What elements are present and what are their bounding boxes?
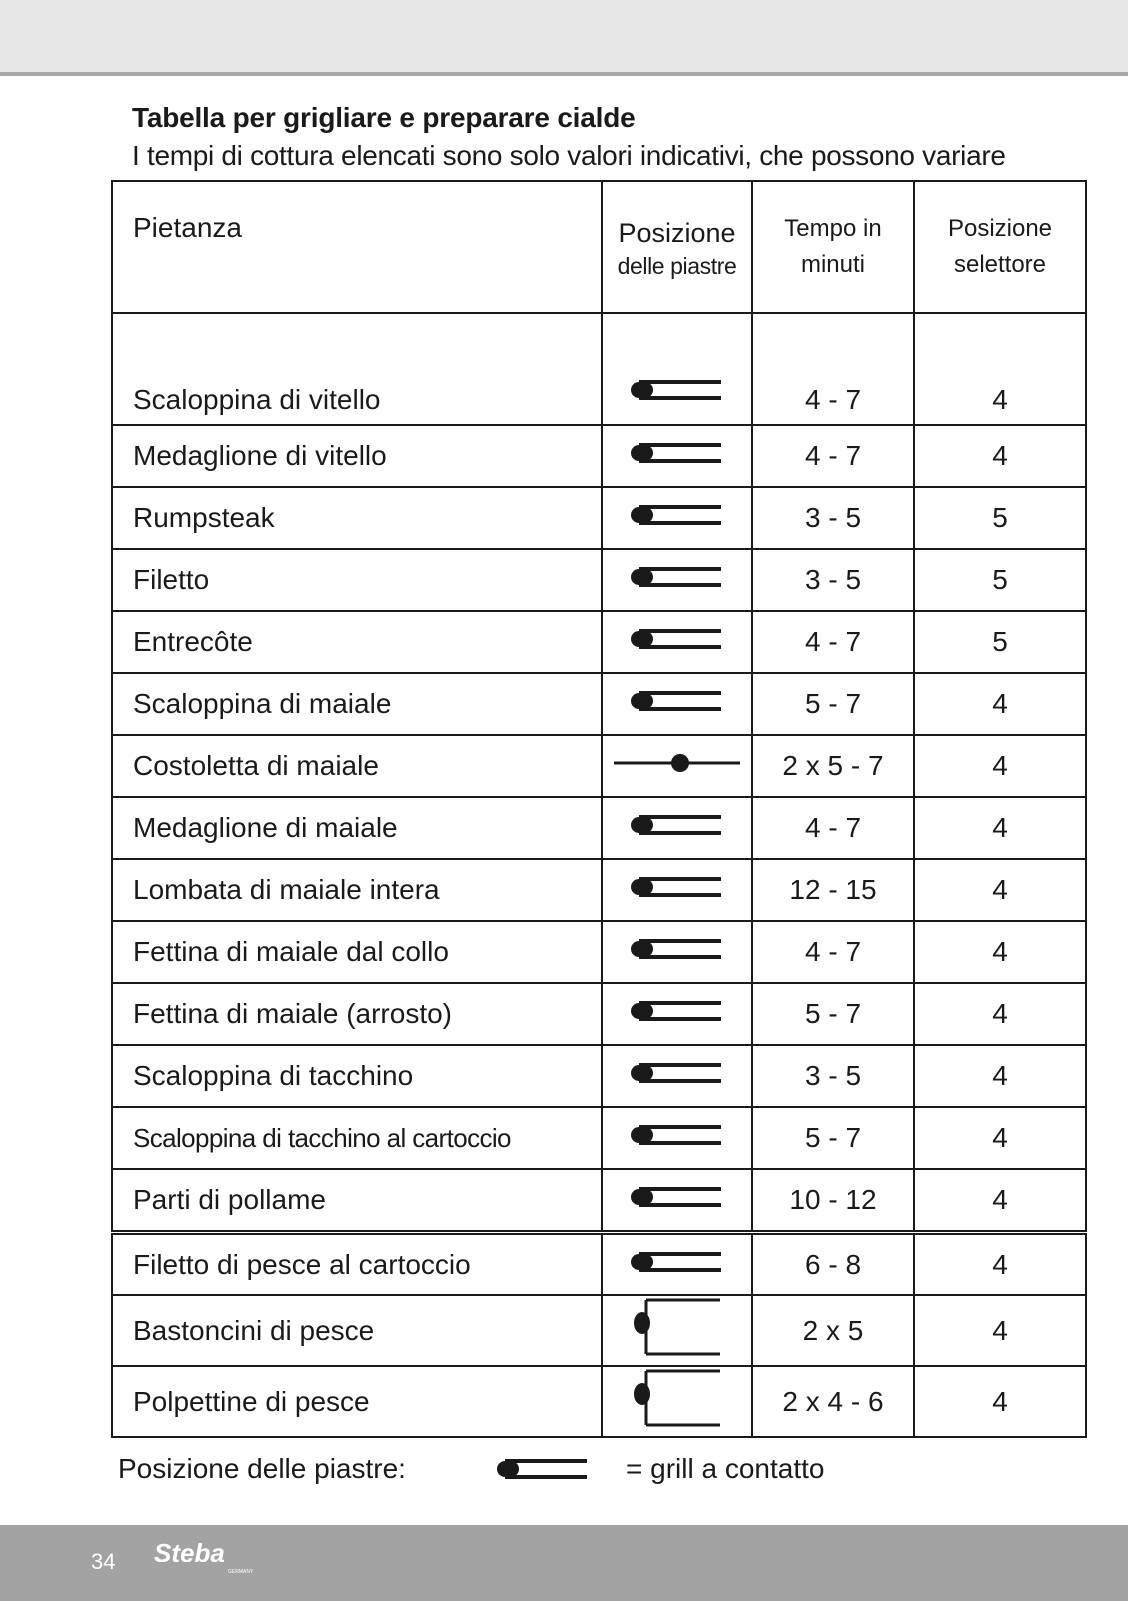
table-row — [112, 425, 1086, 487]
table-row — [112, 673, 1086, 735]
dish-name: Entrecôte — [112, 611, 602, 673]
cooking-time: 10 - 12 — [752, 1169, 914, 1231]
fish-table — [111, 1233, 1087, 1438]
grilling-table-body — [112, 181, 1086, 1231]
plate-position-cell — [602, 1045, 752, 1107]
open-plates-icon — [632, 1367, 722, 1436]
cooking-time: 4 - 7 — [752, 425, 914, 487]
dish-name: Scaloppina di tacchino — [112, 1045, 602, 1107]
table-row — [112, 611, 1086, 673]
table-row — [112, 549, 1086, 611]
selector-position: 4 — [914, 425, 1086, 487]
header-selector — [914, 181, 1086, 313]
dish-name: Scaloppina di vitello — [112, 313, 602, 425]
selector-position: 5 — [914, 611, 1086, 673]
contact-grill-icon — [631, 1122, 723, 1155]
plate-position-cell — [602, 983, 752, 1045]
table-row — [112, 313, 1086, 425]
plate-position-cell — [602, 313, 752, 425]
table-row — [112, 1045, 1086, 1107]
table-row — [112, 1169, 1086, 1231]
page-title: Tabella per grigliare e preparare cialde — [132, 102, 636, 133]
cooking-time: 5 - 7 — [752, 983, 914, 1045]
cooking-time: 3 - 5 — [752, 1045, 914, 1107]
selector-position: 5 — [914, 487, 1086, 549]
contact-grill-icon — [497, 1456, 589, 1487]
cooking-time: 2 x 5 - 7 — [752, 735, 914, 797]
selector-position: 4 — [914, 673, 1086, 735]
contact-grill-icon — [631, 812, 723, 845]
dish-name: Scaloppina di tacchino al cartoccio — [112, 1107, 602, 1169]
dish-name: Lombata di maiale intera — [112, 859, 602, 921]
table-row — [112, 735, 1086, 797]
header-selector-line2: selettore — [953, 251, 1047, 278]
contact-grill-icon — [631, 874, 723, 907]
cooking-time: 2 x 4 - 6 — [752, 1366, 914, 1437]
dish-name: Medaglione di maiale — [112, 797, 602, 859]
legend-label: Posizione delle piastre: — [118, 1453, 406, 1484]
dish-name: Rumpsteak — [112, 487, 602, 549]
cooking-time: 3 - 5 — [752, 549, 914, 611]
legend-text: = grill a contatto — [626, 1453, 825, 1484]
header-plate-position-line2: delle piastre — [617, 253, 737, 279]
table-row — [112, 1366, 1086, 1437]
cooking-time: 3 - 5 — [752, 487, 914, 549]
cooking-time: 4 - 7 — [752, 797, 914, 859]
selector-position: 4 — [914, 1234, 1086, 1295]
dish-name: Costoletta di maiale — [112, 735, 602, 797]
top-band — [0, 0, 1128, 76]
selector-position: 4 — [914, 797, 1086, 859]
header-plate-position-line1: Posizione — [618, 218, 736, 248]
table-row — [112, 797, 1086, 859]
contact-grill-icon — [631, 1060, 723, 1093]
cooking-time: 4 - 7 — [752, 611, 914, 673]
cooking-time: 5 - 7 — [752, 673, 914, 735]
header-plate-position — [602, 181, 752, 313]
selector-position: 4 — [914, 859, 1086, 921]
plate-position-cell — [602, 1295, 752, 1366]
table-row — [112, 1107, 1086, 1169]
cooking-time: 12 - 15 — [752, 859, 914, 921]
fish-table-body — [112, 1234, 1086, 1437]
table-row — [112, 921, 1086, 983]
plate-position-cell — [602, 1107, 752, 1169]
open-flat-grill-icon — [612, 750, 742, 783]
logo-wordmark: Steba — [154, 1542, 225, 1568]
selector-position: 4 — [914, 735, 1086, 797]
header-time — [752, 181, 914, 313]
dish-name: Polpettine di pesce — [112, 1366, 602, 1437]
cooking-time: 5 - 7 — [752, 1107, 914, 1169]
page-number: 34 — [91, 1549, 116, 1574]
contact-grill-icon — [631, 1249, 723, 1282]
page-footer — [0, 1525, 1128, 1601]
selector-position: 5 — [914, 549, 1086, 611]
plate-position-cell — [602, 859, 752, 921]
dish-name: Medaglione di vitello — [112, 425, 602, 487]
dish-name: Fettina di maiale (arrosto) — [112, 983, 602, 1045]
open-plates-icon — [632, 1296, 722, 1365]
contact-grill-icon — [631, 440, 723, 473]
contact-grill-icon — [631, 688, 723, 721]
header-time-line2: minuti — [800, 251, 866, 278]
cooking-time: 6 - 8 — [752, 1234, 914, 1295]
page-subtitle: I tempi di cottura elencati sono solo valori indicativi, che possono variare — [132, 140, 1006, 171]
table-row — [112, 487, 1086, 549]
plate-position-cell — [602, 1366, 752, 1437]
selector-position: 4 — [914, 1169, 1086, 1231]
cooking-time: 4 - 7 — [752, 921, 914, 983]
dish-name: Fettina di maiale dal collo — [112, 921, 602, 983]
selector-position: 4 — [914, 1366, 1086, 1437]
table-row — [112, 1234, 1086, 1295]
table-row — [112, 859, 1086, 921]
plate-position-cell — [602, 735, 752, 797]
selector-position: 4 — [914, 921, 1086, 983]
selector-position: 4 — [914, 1295, 1086, 1366]
plate-position-cell — [602, 487, 752, 549]
cooking-time: 2 x 5 — [752, 1295, 914, 1366]
selector-position: 4 — [914, 983, 1086, 1045]
plate-position-cell — [602, 549, 752, 611]
header-dish: Pietanza — [112, 181, 602, 313]
plate-position-cell — [602, 673, 752, 735]
plate-position-cell — [602, 921, 752, 983]
dish-name: Bastoncini di pesce — [112, 1295, 602, 1366]
contact-grill-icon — [631, 998, 723, 1031]
header-time-line1: Tempo in — [784, 215, 882, 242]
table-row — [112, 1295, 1086, 1366]
grilling-table — [111, 180, 1087, 1232]
dish-name: Parti di pollame — [112, 1169, 602, 1231]
plate-position-cell — [602, 1169, 752, 1231]
plate-position-cell — [602, 1234, 752, 1295]
contact-grill-icon — [631, 564, 723, 597]
logo-subtext: GERMANY — [228, 1569, 254, 1575]
dish-name: Filetto di pesce al cartoccio — [112, 1234, 602, 1295]
table-row — [112, 983, 1086, 1045]
selector-position: 4 — [914, 1045, 1086, 1107]
header-selector-line1: Posizione — [947, 215, 1053, 242]
dish-name: Filetto — [112, 549, 602, 611]
contact-grill-icon — [631, 936, 723, 969]
selector-position: 4 — [914, 313, 1086, 425]
plate-position-cell — [602, 425, 752, 487]
contact-grill-icon — [631, 1184, 723, 1217]
dish-name: Scaloppina di maiale — [112, 673, 602, 735]
steba-logo — [152, 1542, 270, 1581]
plate-position-cell — [602, 611, 752, 673]
selector-position: 4 — [914, 1107, 1086, 1169]
contact-grill-icon — [631, 502, 723, 535]
contact-grill-icon — [631, 626, 723, 659]
plate-position-cell — [602, 797, 752, 859]
table-header-row — [112, 181, 1086, 313]
contact-grill-icon — [631, 377, 723, 410]
cooking-time: 4 - 7 — [752, 313, 914, 425]
